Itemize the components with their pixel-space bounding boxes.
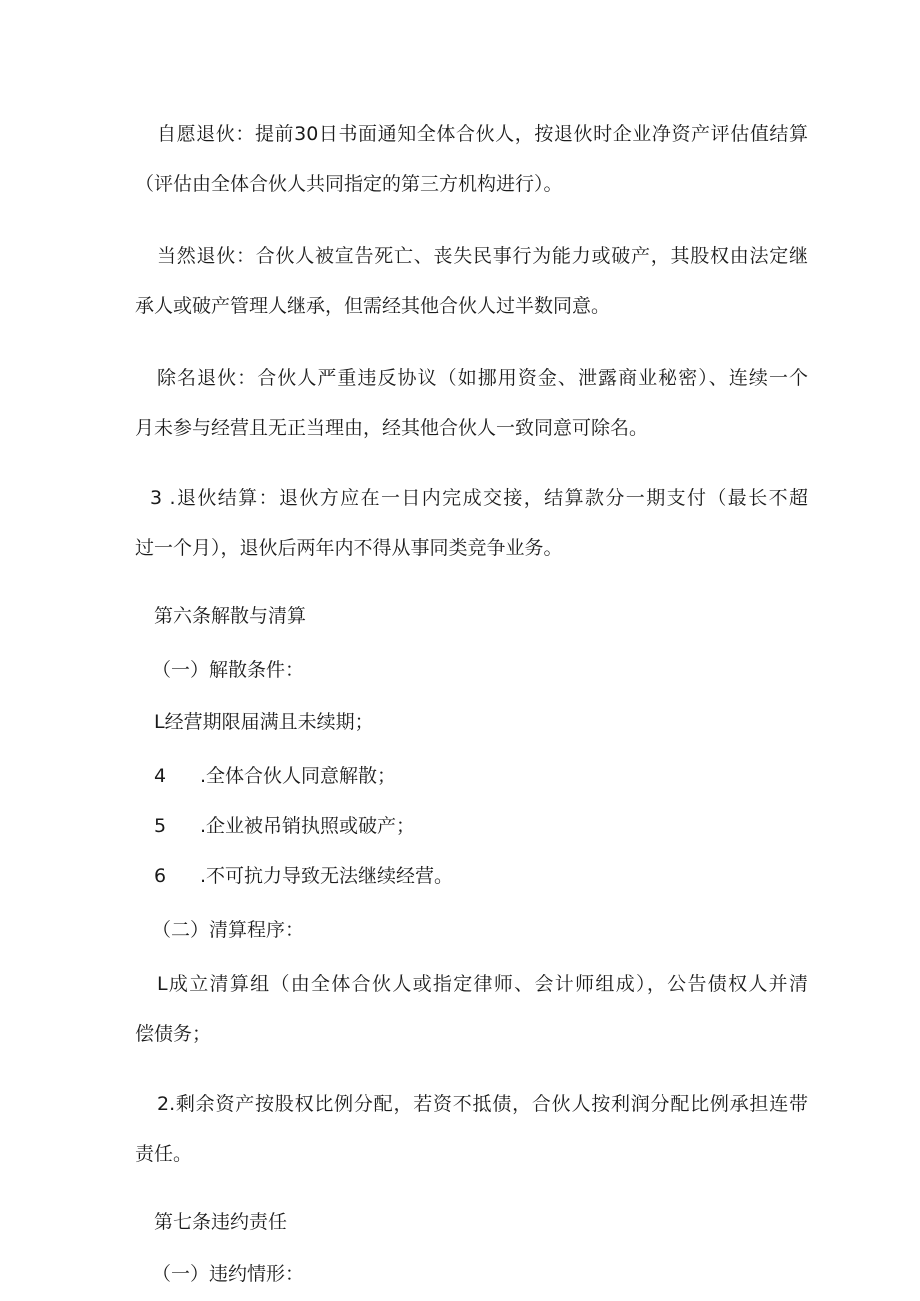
liquidation-step-1-line-2: 偿债务； [135,1023,212,1045]
item-number: 4 [154,765,167,787]
breach-situations-heading: （一）违约情形： [152,1263,305,1285]
paragraph-expulsion-line-1 [157,366,808,390]
item-text: .企业被吊销执照或破产； [200,815,416,837]
paragraph-text: 自愿退伙：提前30日书面通知全体合伙人，按退伙时企业净资产评估值结算 [157,123,808,145]
liquidation-step-2-line-2: 责任。 [135,1143,193,1165]
item-text: .不可抗力导致无法继续经营。 [200,865,454,887]
item-number: 6 [154,865,167,887]
paragraph-text: 当然退伙：合伙人被宣告死亡、丧失民事行为能力或破产，其股权由法定继 [157,245,808,267]
paragraph-natural-withdrawal-line-1 [157,244,808,268]
paragraph-text: 除名退伙：合伙人严重违反协议（如挪用资金、泄露商业秘密）、连续一个 [157,367,808,389]
item-number: 5 [154,815,167,837]
paragraph-settlement-line-1 [150,486,808,510]
article-7-title: 第七条违约责任 [154,1211,288,1233]
dissolution-item-3 [154,814,415,838]
liquidation-procedure-heading: （二）清算程序： [152,919,305,941]
paragraph-text: L成立清算组（由全体合伙人或指定律师、会计师组成），公告债权人并清 [157,973,808,995]
liquidation-step-2-line-1 [157,1092,808,1116]
paragraph-text: 3 .退伙结算：退伙方应在一日内完成交接，结算款分一期支付（最长不超 [150,487,808,509]
dissolution-conditions-heading: （一）解散条件： [152,659,305,681]
paragraph-expulsion-line-2: 月未参与经营且无正当理由，经其他合伙人一致同意可除名。 [135,417,649,439]
paragraph-settlement-line-2: 过一个月），退伙后两年内不得从事同类竞争业务。 [135,537,563,559]
paragraph-voluntary-withdrawal-line-1 [157,122,808,146]
liquidation-step-1-line-1 [157,972,808,996]
article-6-title: 第六条解散与清算 [154,605,307,627]
dissolution-item-4 [154,864,453,888]
paragraph-voluntary-withdrawal-line-2: （评估由全体合伙人共同指定的第三方机构进行）。 [135,173,563,195]
paragraph-natural-withdrawal-line-2: 承人或破产管理人继承，但需经其他合伙人过半数同意。 [135,295,611,317]
paragraph-text: 2.剩余资产按股权比例分配，若资不抵债，合伙人按利润分配比例承担连带 [157,1093,808,1115]
dissolution-item-2 [154,764,396,788]
item-text: .全体合伙人同意解散； [200,765,397,787]
dissolution-item-1: L经营期限届满且未续期； [154,711,374,733]
